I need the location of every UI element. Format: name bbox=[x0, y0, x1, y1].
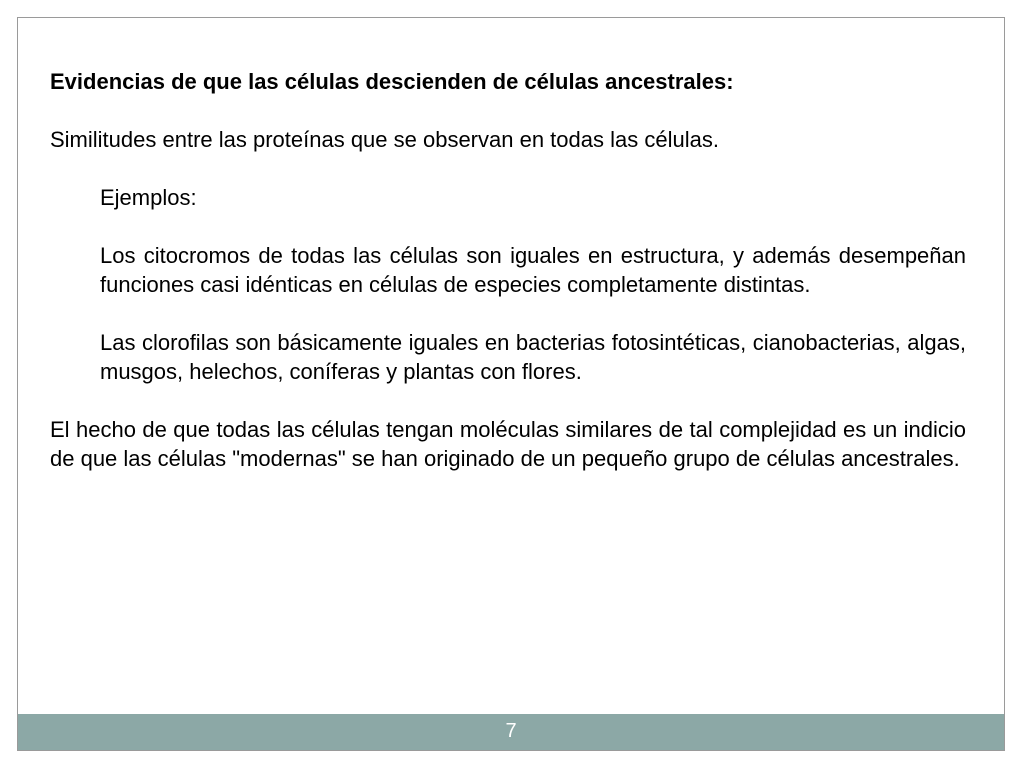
example-chlorophylls: Las clorofilas son básicamente iguales en bacterias fotosintéticas, cianobacterias, algas, musgos, helechos, coníferas y plantas con flores. bbox=[100, 330, 966, 384]
footer-bar bbox=[18, 714, 1004, 750]
example-cytochromes: Los citocromos de todas las células son iguales en estructura, y además desempeñan funciones casi idénticas en células de especies completamente distintas. bbox=[100, 243, 966, 297]
slide bbox=[17, 17, 1005, 751]
slide-title: Evidencias de que las células descienden de células ancestrales: bbox=[50, 69, 734, 94]
slide-content bbox=[50, 67, 966, 502]
page-number: 7 bbox=[505, 720, 517, 742]
examples-label: Ejemplos: bbox=[100, 185, 197, 210]
intro-paragraph: Similitudes entre las proteínas que se observan en todas las células. bbox=[50, 127, 719, 152]
conclusion-paragraph: El hecho de que todas las células tengan moléculas similares de tal complejidad es un indicio de que las células "modernas" se han originado de un pequeño grupo de células ancestrales. bbox=[50, 417, 966, 471]
